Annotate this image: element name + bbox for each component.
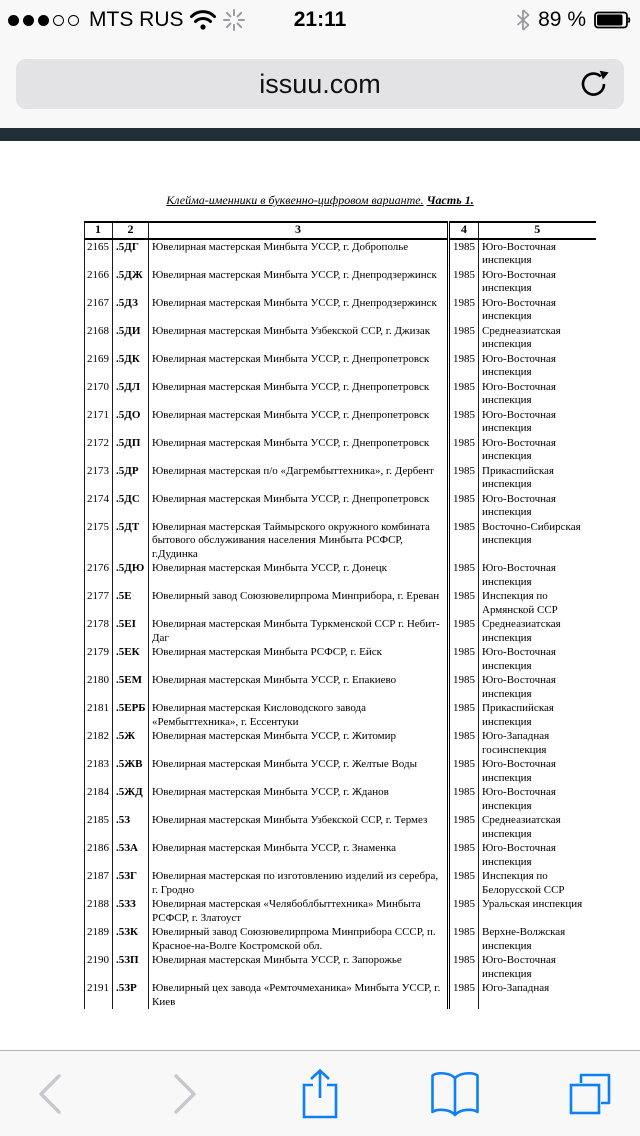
marks-table xyxy=(84,221,596,1009)
signal-dot xyxy=(38,15,49,26)
table-row xyxy=(85,785,596,813)
inspection-cell: Юго-Восточная инспекция xyxy=(479,352,596,380)
table-row xyxy=(85,268,596,296)
table-row xyxy=(85,869,596,897)
workshop-description-cell: Ювелирная мастерская Минбыта УССР, г. Жданов xyxy=(149,785,449,813)
inspection-cell: Юго-Западная госинспекция xyxy=(479,729,596,757)
table-row xyxy=(85,897,596,925)
row-number-cell: 2191 xyxy=(85,981,113,1009)
mark-code-cell: .5Е xyxy=(113,589,149,617)
inspection-cell: Прикаспийская инспекция xyxy=(479,464,596,492)
workshop-description-cell: Ювелирная мастерская Кисловодского завода «Рембыттехника», г. Ессентуки xyxy=(149,701,449,729)
header-col-5: 5 xyxy=(479,222,596,239)
url-field[interactable] xyxy=(16,59,624,109)
mark-code-cell: .5ДГ xyxy=(113,239,149,268)
signal-dot xyxy=(68,15,79,26)
bookmarks-icon xyxy=(429,1070,481,1118)
year-cell: 1985 xyxy=(449,757,479,785)
row-number-cell: 2179 xyxy=(85,645,113,673)
row-number-cell: 2184 xyxy=(85,785,113,813)
tabs-icon xyxy=(567,1071,613,1117)
header-col-1: 1 xyxy=(85,222,113,239)
back-icon xyxy=(35,1072,65,1116)
year-cell: 1985 xyxy=(449,729,479,757)
mark-code-cell: .5ЖД xyxy=(113,785,149,813)
address-bar xyxy=(0,40,640,128)
reload-icon[interactable] xyxy=(578,68,610,100)
year-cell: 1985 xyxy=(449,645,479,673)
inspection-cell: Юго-Восточная инспекция xyxy=(479,953,596,981)
row-number-cell: 2172 xyxy=(85,436,113,464)
table-row xyxy=(85,589,596,617)
year-cell: 1985 xyxy=(449,324,479,352)
mark-code-cell: .5ДР xyxy=(113,464,149,492)
mark-code-cell: .5ЕМ xyxy=(113,673,149,701)
mark-code-cell: .5ДО xyxy=(113,408,149,436)
table-row xyxy=(85,617,596,645)
document-title xyxy=(0,193,640,208)
cell-signal-icon xyxy=(8,15,79,26)
inspection-cell: Верхне-Волжская инспекция xyxy=(479,925,596,953)
forward-icon xyxy=(170,1072,200,1116)
row-number-cell: 2175 xyxy=(85,520,113,562)
mark-code-cell: .5ДЛ xyxy=(113,380,149,408)
mark-code-cell: .5ЖВ xyxy=(113,757,149,785)
workshop-description-cell: Ювелирная мастерская Минбыта УССР, г. Епакиево xyxy=(149,673,449,701)
mark-code-cell: .5ДК xyxy=(113,352,149,380)
row-number-cell: 2174 xyxy=(85,492,113,520)
workshop-description-cell: Ювелирная мастерская Минбыта УССР, г. Житомир xyxy=(149,729,449,757)
workshop-description-cell: Ювелирная мастерская Минбыта УССР, г. Доброполье xyxy=(149,239,449,268)
row-number-cell: 2170 xyxy=(85,380,113,408)
marks-table-header xyxy=(85,222,596,239)
row-number-cell: 2173 xyxy=(85,464,113,492)
table-row xyxy=(85,561,596,589)
year-cell: 1985 xyxy=(449,268,479,296)
workshop-description-cell: Ювелирная мастерская Минбыта УССР, г. Запорожье xyxy=(149,953,449,981)
year-cell: 1985 xyxy=(449,981,479,1009)
table-row xyxy=(85,408,596,436)
mark-code-cell: .5ЗК xyxy=(113,925,149,953)
signal-dot xyxy=(8,15,19,26)
inspection-cell: Юго-Восточная инспекция xyxy=(479,380,596,408)
workshop-description-cell: Ювелирная мастерская Минбыта УССР, г. Днепропетровск xyxy=(149,492,449,520)
marks-table-body xyxy=(85,239,596,1010)
table-row xyxy=(85,296,596,324)
table-row xyxy=(85,239,596,268)
row-number-cell: 2188 xyxy=(85,897,113,925)
table-row xyxy=(85,464,596,492)
mark-code-cell: .5ДЖ xyxy=(113,268,149,296)
row-number-cell: 2187 xyxy=(85,869,113,897)
workshop-description-cell: Ювелирная мастерская п/о «Дагрембыттехника», г. Дербент xyxy=(149,464,449,492)
inspection-cell: Юго-Восточная инспекция xyxy=(479,239,596,268)
row-number-cell: 2182 xyxy=(85,729,113,757)
mark-code-cell: .5ЗР xyxy=(113,981,149,1009)
year-cell: 1985 xyxy=(449,380,479,408)
table-row xyxy=(85,841,596,869)
battery-icon xyxy=(594,11,632,29)
workshop-description-cell: Ювелирная мастерская «Челябоблбыттехника» Минбыта РСФСР, г. Златоуст xyxy=(149,897,449,925)
inspection-cell: Юго-Восточная инспекция xyxy=(479,296,596,324)
table-row xyxy=(85,981,596,1009)
share-icon xyxy=(300,1068,340,1120)
mark-code-cell: .5ЕІ xyxy=(113,617,149,645)
table-row xyxy=(85,436,596,464)
inspection-cell: Инспекция по Армянской ССР xyxy=(479,589,596,617)
mark-code-cell: .5ЗГ xyxy=(113,869,149,897)
inspection-cell: Юго-Восточная инспекция xyxy=(479,436,596,464)
inspection-cell: Среднеазиатская инспекция xyxy=(479,324,596,352)
row-number-cell: 2168 xyxy=(85,324,113,352)
year-cell: 1985 xyxy=(449,841,479,869)
year-cell: 1985 xyxy=(449,617,479,645)
year-cell: 1985 xyxy=(449,296,479,324)
table-row xyxy=(85,673,596,701)
mark-code-cell: .5ДП xyxy=(113,436,149,464)
site-header-strip xyxy=(0,128,640,141)
battery-percent-label: 89 % xyxy=(538,8,586,31)
workshop-description-cell: Ювелирная мастерская Минбыта УССР, г. Днепропетровск xyxy=(149,436,449,464)
back-button[interactable] xyxy=(22,1066,78,1122)
status-bar xyxy=(0,0,640,40)
row-number-cell: 2180 xyxy=(85,673,113,701)
network-activity-spinner xyxy=(222,8,246,32)
year-cell: 1985 xyxy=(449,492,479,520)
year-cell: 1985 xyxy=(449,352,479,380)
year-cell: 1985 xyxy=(449,953,479,981)
browser-toolbar xyxy=(0,1050,640,1136)
year-cell: 1985 xyxy=(449,673,479,701)
table-row xyxy=(85,380,596,408)
row-number-cell: 2185 xyxy=(85,813,113,841)
mark-code-cell: .5ЕК xyxy=(113,645,149,673)
year-cell: 1985 xyxy=(449,785,479,813)
table-row xyxy=(85,729,596,757)
status-bar-left xyxy=(8,8,246,32)
table-row xyxy=(85,645,596,673)
workshop-description-cell: Ювелирная мастерская Минбыта УССР, г. Днепропетровск xyxy=(149,408,449,436)
mark-code-cell: .5Ж xyxy=(113,729,149,757)
table-row xyxy=(85,925,596,953)
document-title-part: Часть 1. xyxy=(426,193,474,207)
mark-code-cell: .5ДС xyxy=(113,492,149,520)
workshop-description-cell: Ювелирная мастерская Минбыта Туркменской ССР г. Небит-Даг xyxy=(149,617,449,645)
inspection-cell: Среднеазиатская инспекция xyxy=(479,617,596,645)
year-cell: 1985 xyxy=(449,408,479,436)
status-bar-right xyxy=(516,8,632,32)
inspection-cell: Юго-Восточная инспекция xyxy=(479,785,596,813)
wifi-icon xyxy=(190,9,216,31)
workshop-description-cell: Ювелирная мастерская Минбыта УССР, г. Желтые Воды xyxy=(149,757,449,785)
workshop-description-cell: Ювелирная мастерская Минбыта Узбекской ССР, г. Джизак xyxy=(149,324,449,352)
mark-code-cell: .5ЗЗ xyxy=(113,897,149,925)
workshop-description-cell: Ювелирная мастерская Таймырского окружного комбината бытового обслуживания населения Минбыта РСФСР, г.Дудинка xyxy=(149,520,449,562)
row-number-cell: 2176 xyxy=(85,561,113,589)
mark-code-cell: .5ЗА xyxy=(113,841,149,869)
workshop-description-cell: Ювелирная мастерская Минбыта УССР, г. Днепродзержинск xyxy=(149,268,449,296)
row-number-cell: 2183 xyxy=(85,757,113,785)
year-cell: 1985 xyxy=(449,813,479,841)
mark-code-cell: .5ЕРБ xyxy=(113,701,149,729)
workshop-description-cell: Ювелирная мастерская по изготовлению изделий из серебра, г. Гродно xyxy=(149,869,449,897)
header-col-3: 3 xyxy=(149,222,449,239)
row-number-cell: 2178 xyxy=(85,617,113,645)
table-row xyxy=(85,813,596,841)
inspection-cell: Юго-Восточная инспекция xyxy=(479,561,596,589)
carrier-label: MTS RUS xyxy=(89,8,184,31)
workshop-description-cell: Ювелирная мастерская Минбыта УССР, г. Днепропетровск xyxy=(149,380,449,408)
year-cell: 1985 xyxy=(449,701,479,729)
inspection-cell: Юго-Восточная инспекция xyxy=(479,408,596,436)
inspection-cell: Прикаспийская инспекция xyxy=(479,701,596,729)
mark-code-cell: .5ДЗ xyxy=(113,296,149,324)
row-number-cell: 2166 xyxy=(85,268,113,296)
row-number-cell: 2177 xyxy=(85,589,113,617)
table-row xyxy=(85,953,596,981)
row-number-cell: 2186 xyxy=(85,841,113,869)
year-cell: 1985 xyxy=(449,897,479,925)
tabs-button[interactable] xyxy=(562,1066,618,1122)
header-col-2: 2 xyxy=(113,222,149,239)
mark-code-cell: .5ЗП xyxy=(113,953,149,981)
mark-code-cell: .5З xyxy=(113,813,149,841)
inspection-cell: Юго-Восточная инспекция xyxy=(479,645,596,673)
row-number-cell: 2181 xyxy=(85,701,113,729)
workshop-description-cell: Ювелирная мастерская Минбыта УССР, г. Донецк xyxy=(149,561,449,589)
workshop-description-cell: Ювелирная мастерская Минбыта УССР, г. Днепропетровск xyxy=(149,352,449,380)
workshop-description-cell: Ювелирный завод Союзювелирпрома Минприбора СССР, п. Красное-на-Волге Костромской обл. xyxy=(149,925,449,953)
year-cell: 1985 xyxy=(449,589,479,617)
table-row xyxy=(85,520,596,562)
workshop-description-cell: Ювелирная мастерская Минбыта УССР, г. Днепродзержинск xyxy=(149,296,449,324)
row-number-cell: 2167 xyxy=(85,296,113,324)
inspection-cell: Восточно-Сибирская инспекция xyxy=(479,520,596,562)
share-button[interactable] xyxy=(292,1066,348,1122)
inspection-cell: Юго-Восточная инспекция xyxy=(479,757,596,785)
document-page xyxy=(0,141,640,1050)
table-row xyxy=(85,701,596,729)
header-col-4: 4 xyxy=(449,222,479,239)
row-number-cell: 2169 xyxy=(85,352,113,380)
year-cell: 1985 xyxy=(449,925,479,953)
year-cell: 1985 xyxy=(449,561,479,589)
inspection-cell: Юго-Западная xyxy=(479,981,596,1009)
inspection-cell: Инспекция по Белорусской ССР xyxy=(479,869,596,897)
year-cell: 1985 xyxy=(449,239,479,268)
table-row xyxy=(85,492,596,520)
row-number-cell: 2171 xyxy=(85,408,113,436)
clock-label: 21:11 xyxy=(293,8,347,31)
workshop-description-cell: Ювелирный завод Союзювелирпрома Минприбора, г. Ереван xyxy=(149,589,449,617)
inspection-cell: Юго-Восточная инспекция xyxy=(479,841,596,869)
year-cell: 1985 xyxy=(449,464,479,492)
table-row xyxy=(85,324,596,352)
signal-dot xyxy=(23,15,34,26)
table-row xyxy=(85,352,596,380)
inspection-cell: Юго-Восточная инспекция xyxy=(479,268,596,296)
inspection-cell: Юго-Восточная инспекция xyxy=(479,673,596,701)
inspection-cell: Юго-Восточная инспекция xyxy=(479,492,596,520)
document-title-text: Клейма-именники в буквенно-цифровом варианте. xyxy=(166,193,424,207)
mark-code-cell: .5ДЮ xyxy=(113,561,149,589)
row-number-cell: 2165 xyxy=(85,239,113,268)
url-text: issuu.com xyxy=(259,68,381,99)
year-cell: 1985 xyxy=(449,869,479,897)
year-cell: 1985 xyxy=(449,436,479,464)
signal-dot xyxy=(53,15,64,26)
mark-code-cell: .5ДИ xyxy=(113,324,149,352)
workshop-description-cell: Ювелирный цех завода «Ремточмеханика» Минбыта УССР, г. Киев xyxy=(149,981,449,1009)
row-number-cell: 2190 xyxy=(85,953,113,981)
inspection-cell: Уральская инспекция xyxy=(479,897,596,925)
bookmarks-button[interactable] xyxy=(427,1066,483,1122)
workshop-description-cell: Ювелирная мастерская Минбыта Узбекской ССР, г. Термез xyxy=(149,813,449,841)
bluetooth-icon xyxy=(516,9,530,31)
year-cell: 1985 xyxy=(449,520,479,562)
row-number-cell: 2189 xyxy=(85,925,113,953)
workshop-description-cell: Ювелирная мастерская Минбыта УССР, г. Знаменка xyxy=(149,841,449,869)
mark-code-cell: .5ДТ xyxy=(113,520,149,562)
workshop-description-cell: Ювелирная мастерская Минбыта РСФСР, г. Ейск xyxy=(149,645,449,673)
inspection-cell: Среднеазиатская инспекция xyxy=(479,813,596,841)
table-row xyxy=(85,757,596,785)
forward-button[interactable] xyxy=(157,1066,213,1122)
